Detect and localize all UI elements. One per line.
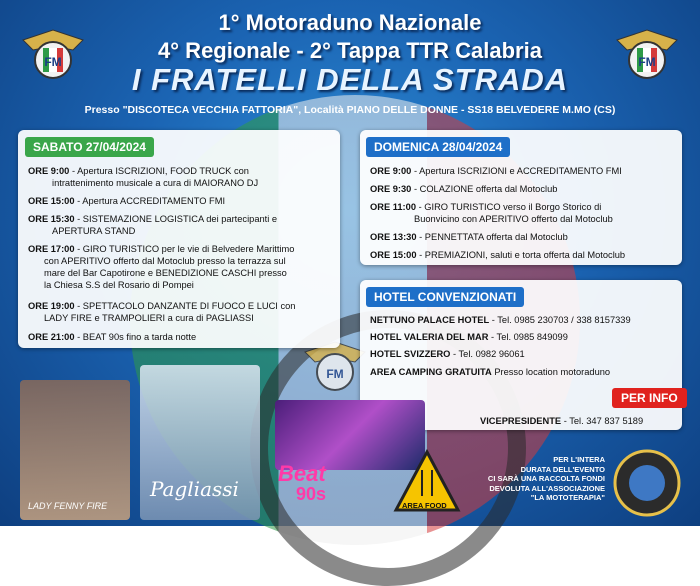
info-contact: VICEPRESIDENTE - Tel. 347 837 5189 (480, 416, 644, 426)
sunday-item: ORE 9:00 - Apertura ISCRIZIONI e ACCREDITAMENTO FMI (370, 166, 622, 176)
saturday-item-cont: mare del Bar Capotirone e BENEDIZIONE CASCHI presso (44, 268, 287, 278)
saturday-item: ORE 15:30 - SISTEMAZIONE LOGISTICA dei partecipanti e (28, 214, 278, 224)
location-text: Presso "DISCOTECA VECCHIA FATTORIA", Località PIANO DELLE DONNE - SS18 BELVEDERE M.MO (CS) (84, 104, 616, 116)
saturday-item-cont: la Chiesa S.S del Rosario di Pompei (44, 280, 194, 290)
event-name: I FRATELLI DELLA STRADA (131, 62, 569, 97)
title-line-2: 4° Regionale - 2° Tappa TTR Calabria (158, 38, 542, 63)
hotel-item: HOTEL SVIZZERO - Tel. 0982 96061 (370, 349, 525, 359)
info-heading: PER INFO (612, 388, 687, 408)
saturday-item-cont: con APERITIVO offerto dal Motoclub presso la terrazza sul (44, 256, 286, 266)
lady-fire-photo (20, 380, 130, 520)
sunday-item: ORE 13:30 - PENNETTATA offerta dal Motoclub (370, 232, 568, 242)
title-line-1: 1° Motoraduno Nazionale (218, 10, 482, 35)
svg-text:FM: FM (326, 367, 344, 381)
saturday-heading: SABATO 27/04/2024 (25, 137, 154, 157)
lady-fire-label: LADY FENNY FIRE (28, 501, 108, 511)
saturday-item: ORE 9:00 - Apertura ISCRIZIONI, FOOD TRUCK con (28, 166, 249, 176)
sunday-item: ORE 9:30 - COLAZIONE offerta dal Motoclub (370, 184, 558, 194)
beat-label: Beat (278, 461, 326, 486)
svg-text:FM: FM (638, 55, 656, 69)
fundraising-text: PER L'INTERA DURATA DELL'EVENTO CI SARÀ UNA RACCOLTA FONDI DEVOLUTA ALL'ASSOCIAZIONE "LA MOTOTERAPIA" (487, 455, 605, 502)
saturday-item: ORE 17:00 - GIRO TURISTICO per le vie di Belvedere Marittimo (28, 244, 295, 254)
saturday-item: ORE 19:00 - SPETTACOLO DANZANTE DI FUOCO E LUCI con (28, 301, 296, 311)
mototerapia-logo-icon (612, 448, 682, 518)
saturday-item-cont: APERTURA STAND (52, 226, 136, 236)
sunday-item: ORE 15:00 - PREMIAZIONI, saluti e torta offerta dal Motoclub (370, 250, 626, 260)
sunday-item-cont: Buonvicino con APERITIVO offerto dal Motoclub (414, 214, 613, 224)
saturday-item: ORE 15:00 - Apertura ACCREDITAMENTO FMI (28, 196, 226, 206)
saturday-item-cont: LADY FIRE e TRAMPOLIERI a cura di PAGLIASSI (44, 313, 254, 323)
hotel-item: NETTUNO PALACE HOTEL - Tel. 0985 230703 / 338 8157339 (370, 315, 631, 325)
saturday-item: ORE 21:00 - BEAT 90s fino a tarda notte (28, 332, 197, 342)
hotel-item: HOTEL VALERIA DEL MAR - Tel. 0985 849099 (370, 332, 568, 342)
saturday-item-cont: intrattenimento musicale a cura di MAIORANO DJ (52, 178, 259, 188)
svg-text:FM: FM (44, 55, 62, 69)
beat-sub-label: 90s (296, 484, 327, 504)
pagliassi-label: Pagliassi (150, 477, 239, 501)
sunday-item: ORE 11:00 - GIRO TURISTICO verso il Borgo Storico di (370, 202, 602, 212)
area-food-label: AREA FOOD (402, 501, 447, 510)
hotel-item: AREA CAMPING GRATUITA Presso location motoraduno (370, 367, 611, 377)
sunday-heading: DOMENICA 28/04/2024 (366, 137, 510, 157)
hotel-heading: HOTEL CONVENZIONATI (366, 287, 524, 307)
